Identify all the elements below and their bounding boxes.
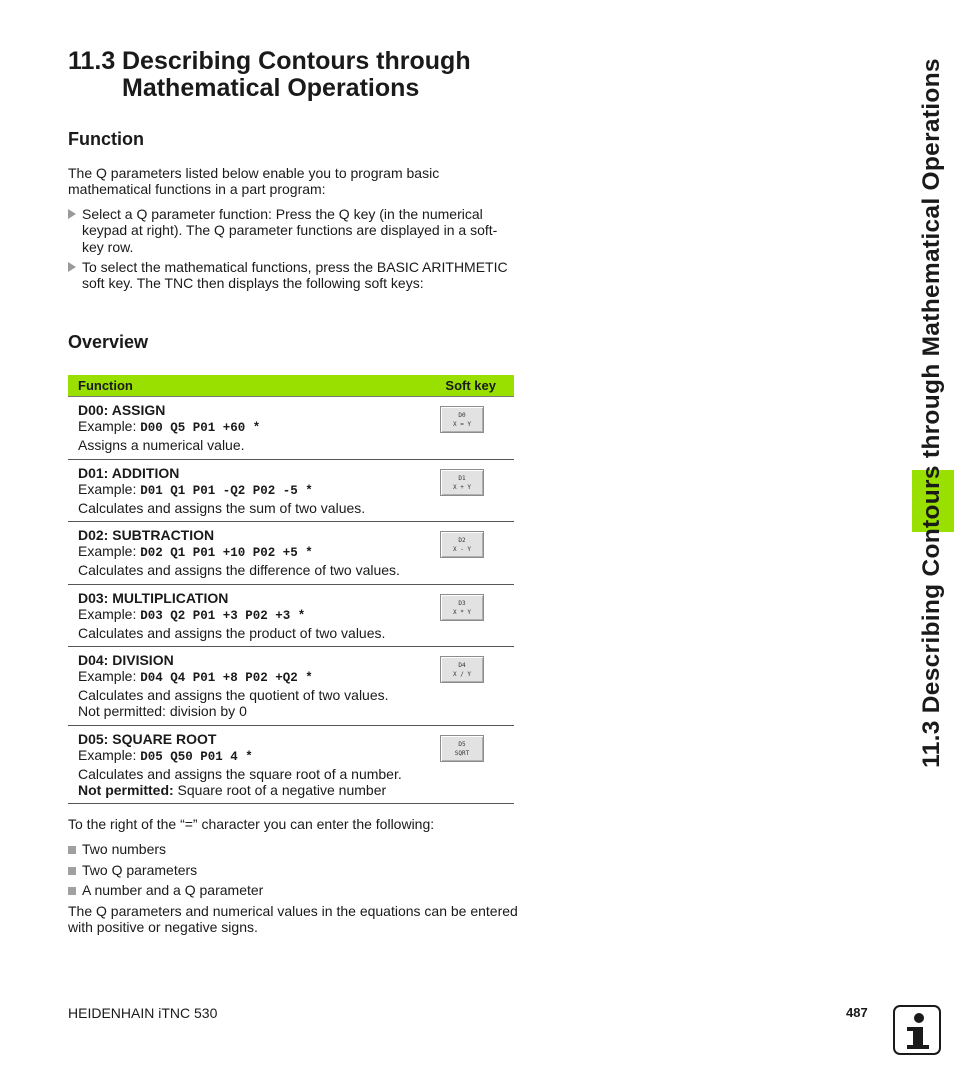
section-number: 11.3 (68, 47, 116, 75)
function-heading: Function (68, 129, 144, 149)
example-code: D05 Q50 P01 4 * (140, 750, 253, 765)
arrow-right-icon (68, 209, 76, 219)
title-line-1: Describing Contours through (122, 47, 471, 75)
table-header (68, 375, 514, 397)
list-item: Two Q parameters (68, 862, 197, 878)
function-intro: The Q parameters listed below enable you to program basic mathematical functions in a part program: (68, 165, 440, 198)
softkey-d01[interactable]: D1 X + Y (440, 469, 484, 496)
example-line: Example: D00 Q5 P01 +60 * (78, 418, 261, 436)
function-description: Calculates and assigns the quotient of two values. (78, 686, 389, 703)
step-2-text: To select the mathematical functions, press the BASIC ARITHMETIC soft key. The TNC then displays the following soft keys: (82, 259, 508, 292)
example-line: Example: D01 Q1 P01 -Q2 P02 -5 * (78, 481, 313, 499)
footer-product: HEIDENHAIN iTNC 530 (68, 1005, 218, 1021)
function-description: Assigns a numerical value. (78, 436, 245, 453)
step-1-text: Select a Q parameter function: Press the Q key (in the numerical keypad at right). The Q parameter functions are displayed in a soft-key row. (82, 206, 498, 255)
info-icon (893, 1005, 941, 1055)
function-name: D02: SUBTRACTION (78, 527, 215, 543)
table-row (68, 522, 514, 585)
table-row (68, 585, 514, 647)
example-line: Example: D05 Q50 P01 4 * (78, 747, 253, 765)
softkey-d00[interactable]: D0 X = Y (440, 406, 484, 433)
example-code: D03 Q2 P01 +3 P02 +3 * (140, 609, 306, 624)
table-row (68, 460, 514, 522)
closing-paragraph: The Q parameters and numerical values in the equations can be entered with positive or negative signs. (68, 903, 518, 936)
overview-heading: Overview (68, 332, 149, 352)
function-name: D04: DIVISION (78, 652, 174, 668)
square-bullet-icon (68, 867, 76, 875)
arrow-right-icon (68, 262, 76, 272)
example-line: Example: D04 Q4 P01 +8 P02 +Q2 * (78, 668, 313, 686)
function-name: D03: MULTIPLICATION (78, 590, 229, 606)
function-description: Calculates and assigns the sum of two values. (78, 499, 366, 516)
softkey-d05[interactable]: D5 SQRT (440, 735, 484, 762)
softkey-d02[interactable]: D2 X - Y (440, 531, 484, 558)
entry-intro: To the right of the “=” character you can enter the following: (68, 816, 435, 832)
step-1 (68, 206, 518, 255)
page-number: 487 (846, 1005, 868, 1020)
table-row (68, 397, 514, 460)
table-row (68, 647, 514, 726)
function-description: Calculates and assigns the product of two values. (78, 624, 386, 641)
list-item: Two numbers (68, 841, 166, 857)
table-row (68, 726, 514, 804)
header-softkey: Soft key (445, 378, 496, 393)
example-code: D01 Q1 P01 -Q2 P02 -5 * (140, 484, 313, 499)
title-line-2: Mathematical Operations (122, 74, 420, 102)
header-function: Function (78, 378, 133, 393)
function-restriction: Not permitted: Square root of a negative number (78, 781, 387, 798)
square-bullet-icon (68, 846, 76, 854)
list-item: A number and a Q parameter (68, 882, 263, 898)
step-2 (68, 259, 518, 292)
side-tab-text: 11.3 Describing Contours through Mathematical Operations (918, 58, 945, 768)
example-line: Example: D03 Q2 P01 +3 P02 +3 * (78, 606, 306, 624)
function-table (68, 375, 514, 804)
function-name: D05: SQUARE ROOT (78, 731, 217, 747)
function-name: D01: ADDITION (78, 465, 180, 481)
function-description: Calculates and assigns the square root of a number. (78, 765, 402, 782)
example-code: D04 Q4 P01 +8 P02 +Q2 * (140, 671, 313, 686)
function-restriction: Not permitted: division by 0 (78, 702, 247, 719)
square-bullet-icon (68, 887, 76, 895)
function-name: D00: ASSIGN (78, 402, 166, 418)
softkey-d04[interactable]: D4 X / Y (440, 656, 484, 683)
page-title (68, 48, 528, 102)
function-description: Calculates and assigns the difference of two values. (78, 561, 400, 578)
softkey-d03[interactable]: D3 X * Y (440, 594, 484, 621)
example-code: D00 Q5 P01 +60 * (140, 421, 261, 436)
example-code: D02 Q1 P01 +10 P02 +5 * (140, 546, 313, 561)
example-line: Example: D02 Q1 P01 +10 P02 +5 * (78, 543, 313, 561)
